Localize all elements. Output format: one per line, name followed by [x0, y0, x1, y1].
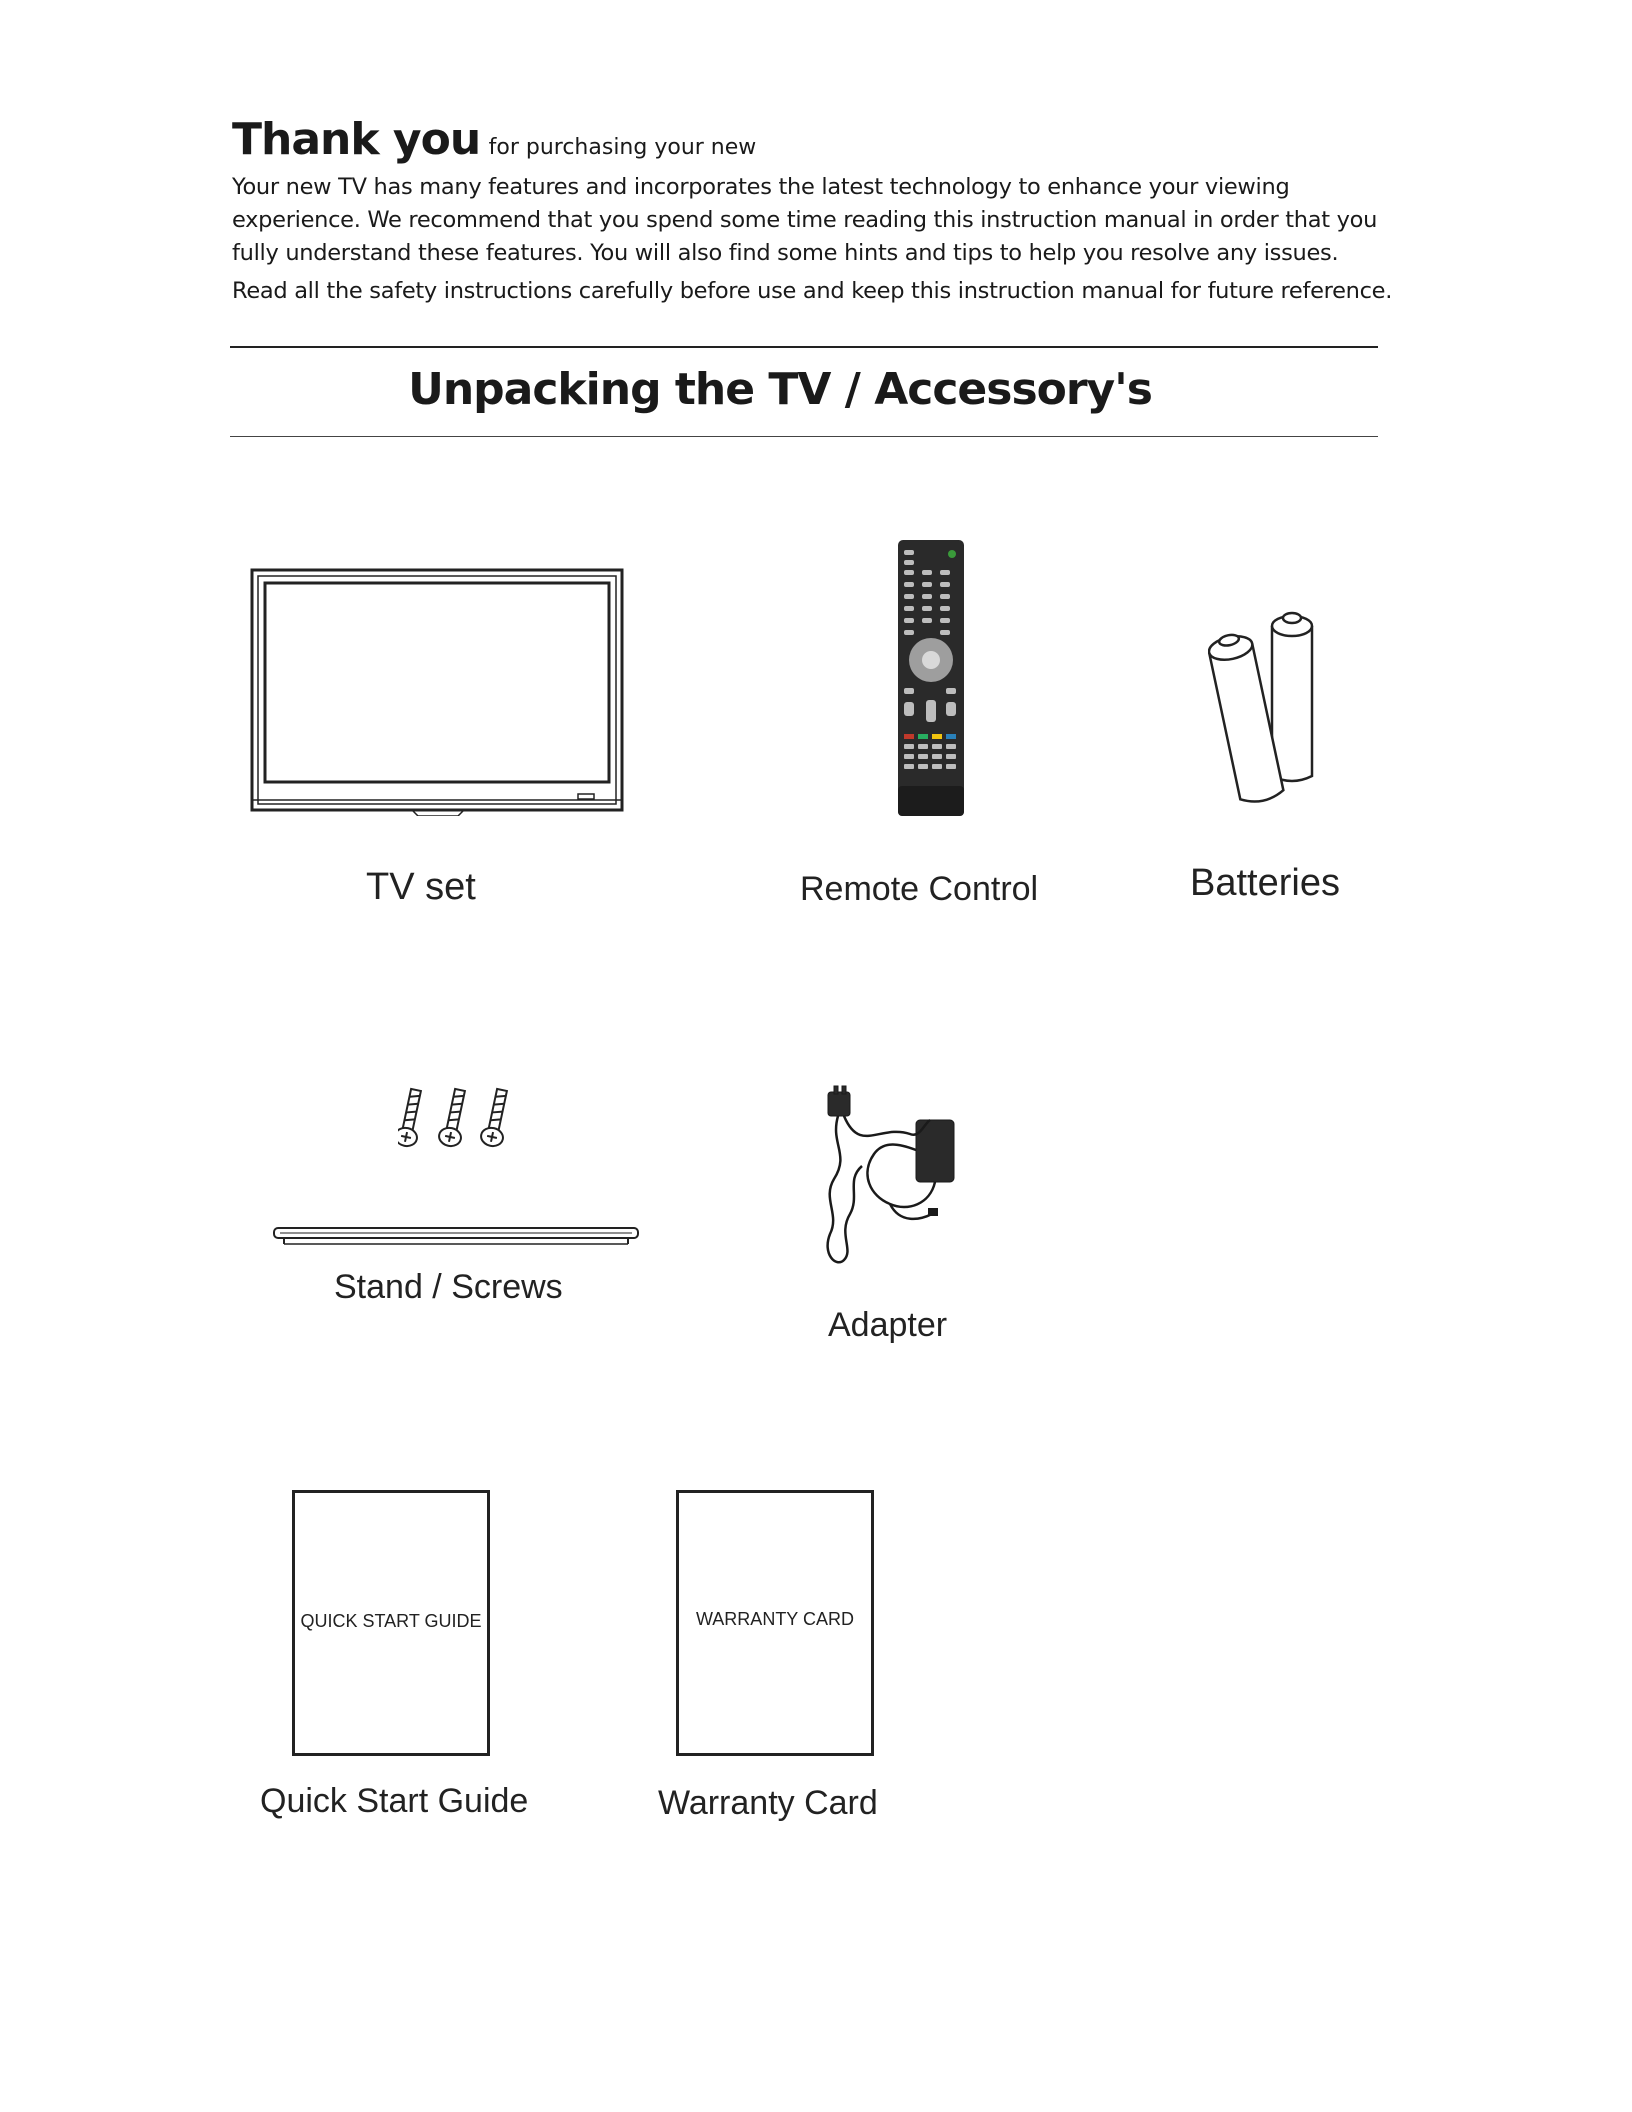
tv-set-icon	[248, 566, 628, 816]
intro-paragraph-line: experience. We recommend that you spend some time reading this instruction manual in order that you	[232, 207, 1378, 233]
warranty-card-caption: Warranty Card	[658, 1784, 878, 1822]
quick-start-guide-booklet-icon	[292, 1490, 490, 1756]
quick-start-guide-caption: Quick Start Guide	[260, 1782, 529, 1820]
adapter-caption: Adapter	[828, 1306, 948, 1344]
adapter-icon	[820, 1084, 970, 1274]
remote-control-icon	[896, 538, 968, 818]
intro-paragraph-line: fully understand these features. You will also find some hints and tips to help you resolve any issues.	[232, 240, 1339, 266]
tv-set-caption: TV set	[366, 866, 476, 908]
section-rule-top	[230, 346, 1378, 348]
stand-screws-caption: Stand / Screws	[334, 1268, 563, 1306]
section-title: Unpacking the TV / Accessory's	[408, 364, 1152, 415]
stand-icon	[270, 1224, 642, 1248]
quick-start-guide-cover-text: QUICK START GUIDE	[300, 1611, 482, 1631]
screws-icon	[398, 1084, 522, 1164]
thank-you-heading: Thank you	[232, 114, 481, 165]
warranty-card-cover-text: WARRANTY CARD	[695, 1609, 854, 1629]
thank-you-subheading: for purchasing your new	[488, 135, 757, 160]
remote-control-caption: Remote Control	[800, 870, 1039, 908]
batteries-icon	[1208, 600, 1348, 812]
intro-paragraph-line: Your new TV has many features and incorporates the latest technology to enhance your viewing	[232, 174, 1290, 200]
warranty-card-booklet-icon	[676, 1490, 874, 1756]
intro-paragraph-line: Read all the safety instructions carefully before use and keep this instruction manual for future reference.	[232, 278, 1393, 304]
batteries-caption: Batteries	[1190, 862, 1340, 904]
section-rule-bottom	[230, 436, 1378, 437]
intro-heading	[232, 114, 756, 165]
